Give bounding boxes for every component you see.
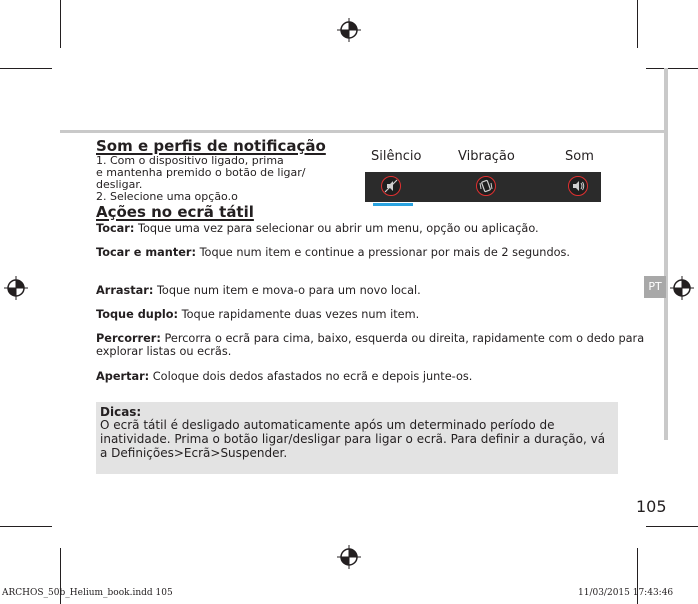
section1-line: e mantenha premido o botão de ligar/ — [96, 166, 306, 179]
section1-line: desligar. — [96, 178, 143, 191]
header-rule — [60, 130, 667, 133]
crop-mark-left-top — [0, 68, 52, 69]
label-sound: Som — [565, 149, 594, 164]
touch-item — [96, 332, 651, 358]
touch-item-term: Tocar e manter: — [96, 246, 196, 259]
label-silence: Silêncio — [371, 149, 422, 164]
section1-text — [96, 155, 366, 203]
page-number: 105 — [636, 497, 667, 516]
touch-item-desc: Percorra o ecrã para cima, baixo, esquerda ou direita, rapidamente com o dedo para explorar listas ou ecrãs. — [96, 332, 645, 358]
touch-item-desc: Toque uma vez para selecionar ou abrir um menu, opção ou aplicação. — [134, 222, 539, 235]
touch-item-desc: Toque rapidamente duas vezes num item. — [178, 308, 420, 321]
touch-item — [96, 284, 681, 297]
touch-item-term: Percorrer: — [96, 332, 161, 345]
touch-item-term: Arrastar: — [96, 284, 154, 297]
mute-icon — [384, 179, 398, 193]
touch-item — [96, 246, 656, 259]
crop-mark-right-top — [646, 68, 698, 69]
touch-item-term: Tocar: — [96, 222, 135, 235]
footer-file: ARCHOS_50b_Helium_book.indd 105 — [2, 588, 173, 598]
touch-item-desc: Coloque dois dedos afastados no ecrã e depois junte-os. — [149, 370, 473, 383]
vibrate-icon — [479, 179, 493, 193]
vibrate-button[interactable] — [476, 176, 496, 196]
registration-mark-bottom-icon — [337, 545, 361, 569]
touch-item — [96, 308, 681, 321]
tips-text: O ecrã tátil é desligado automaticamente após um determinado período de inatividade. Prima o botão ligar/desligar para ligar o ecrã. Para definir a duração, vá a Definições>Ecrã>Suspender. — [100, 418, 606, 460]
sound-button[interactable] — [568, 176, 588, 196]
crop-mark-right-bottom — [646, 526, 698, 527]
crop-mark-top-left — [60, 0, 61, 48]
tips-box — [96, 402, 618, 474]
sound-icon — [571, 179, 585, 193]
touch-item-desc: Toque num item e continue a pressionar por mais de 2 segundos. — [195, 246, 571, 259]
section-title-sound: Som e perfis de notificação — [96, 137, 326, 155]
footer-date: 11/03/2015 17:43:46 — [578, 588, 674, 598]
crop-mark-top-right — [637, 0, 638, 48]
right-side-bar — [664, 68, 668, 440]
touch-item-desc: Toque num item e mova-o para um novo local. — [153, 284, 421, 297]
mute-button[interactable] — [381, 176, 401, 196]
section1-line: 1. Com o dispositivo ligado, prima — [96, 154, 284, 167]
language-tab: PT — [644, 276, 666, 298]
selected-indicator — [373, 203, 413, 206]
touch-item — [96, 222, 681, 235]
crop-mark-left-bottom — [0, 526, 52, 527]
touch-item — [96, 370, 681, 383]
tips-title: Dicas: — [100, 405, 142, 419]
touch-item-term: Apertar: — [96, 370, 150, 383]
registration-mark-top-icon — [337, 18, 361, 42]
touch-item-term: Toque duplo: — [96, 308, 179, 321]
section1-line: 2. Selecione uma opção.o — [96, 190, 238, 203]
section-title-touch: Ações no ecrã tátil — [96, 203, 254, 221]
registration-mark-left-icon — [4, 276, 28, 300]
label-vibration: Vibração — [458, 149, 515, 164]
